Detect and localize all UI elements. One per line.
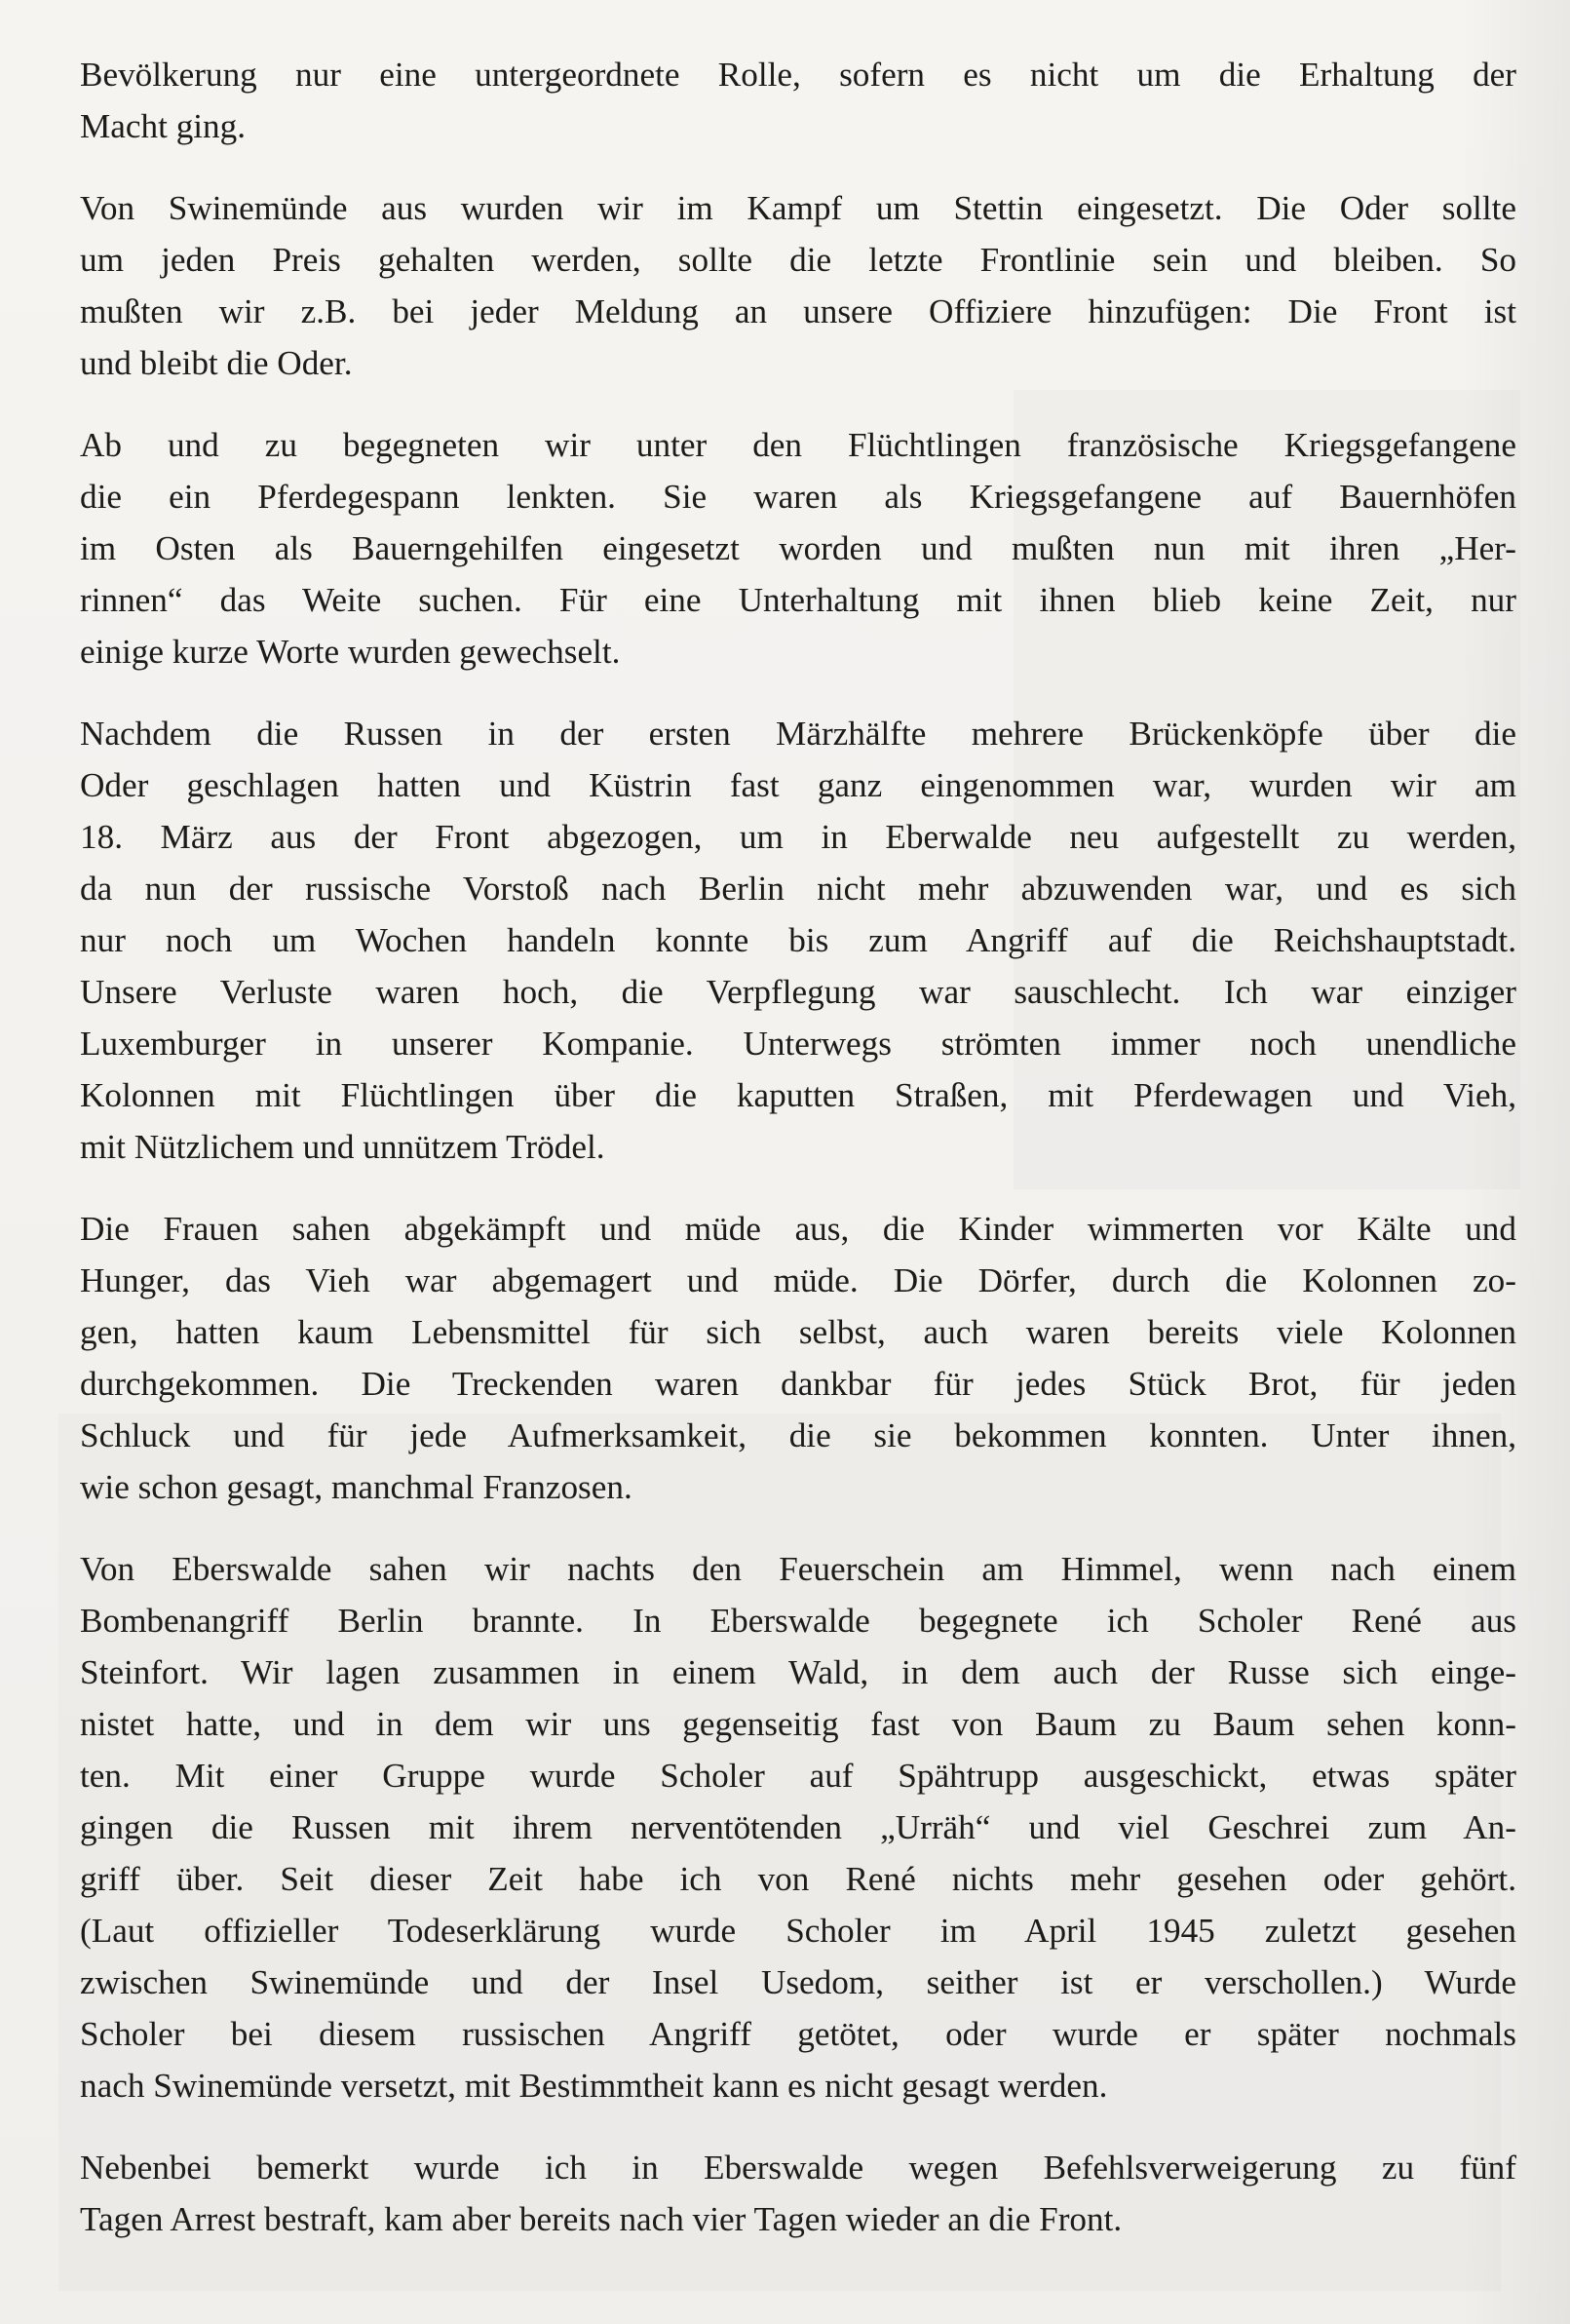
body-text <box>80 49 1516 2275</box>
text-line: 18. März aus der Front abgezogen, um in Eberwalde neu aufgestellt zu werden, <box>80 818 1516 856</box>
text-line: da nun der russische Vorstoß nach Berlin nicht mehr abzuwenden war, und es sich <box>80 870 1516 908</box>
text-line: die ein Pferdegespann lenkten. Sie waren als Kriegsgefangene auf Bauernhöfen <box>80 478 1516 516</box>
text-line: Kolonnen mit Flüchtlingen über die kaputten Straßen, mit Pferdewagen und Vieh, <box>80 1076 1516 1114</box>
paragraph <box>80 708 1516 1173</box>
text-line: ten. Mit einer Gruppe wurde Scholer auf Spähtrupp ausgeschickt, etwas später <box>80 1757 1516 1795</box>
text-line: rinnen“ das Weite suchen. Für eine Unterhaltung mit ihnen blieb keine Zeit, nur <box>80 581 1516 619</box>
text-line: nach Swinemünde versetzt, mit Bestimmtheit kann es nicht gesagt werden. <box>80 2067 1108 2105</box>
text-line: gingen die Russen mit ihrem nerventötenden „Urräh“ und viel Geschrei zum An- <box>80 1808 1516 1846</box>
text-line: zwischen Swinemünde und der Insel Usedom, seither ist er verschollen.) Wurde <box>80 1963 1516 2001</box>
text-line: wie schon gesagt, manchmal Franzosen. <box>80 1468 632 1506</box>
text-line: Macht ging. <box>80 107 247 145</box>
text-line: Nebenbei bemerkt wurde ich in Eberswalde wegen Befehlsverweigerung zu fünf <box>80 2149 1516 2187</box>
text-line: Unsere Verluste waren hoch, die Verpflegung war sauschlecht. Ich war einziger <box>80 973 1516 1011</box>
text-line: (Laut offizieller Todeserklärung wurde Scholer im April 1945 zuletzt gesehen <box>80 1912 1516 1950</box>
paragraph <box>80 182 1516 389</box>
text-line: Die Frauen sahen abgekämpft und müde aus, die Kinder wimmerten vor Kälte und <box>80 1210 1516 1248</box>
text-line: Ab und zu begegneten wir unter den Flüchtlingen französische Kriegsgefangene <box>80 426 1516 464</box>
text-line: Von Swinemünde aus wurden wir im Kampf um Stettin eingesetzt. Die Oder sollte <box>80 189 1516 227</box>
text-line: Luxemburger in unserer Kompanie. Unterwegs strömten immer noch unendliche <box>80 1025 1516 1063</box>
text-line: mußten wir z.B. bei jeder Meldung an unsere Offiziere hinzufügen: Die Front ist <box>80 292 1516 330</box>
text-line: Bombenangriff Berlin brannte. In Eberswalde begegnete ich Scholer René aus <box>80 1602 1516 1640</box>
text-line: Schluck und für jede Aufmerksamkeit, die sie bekommen konnten. Unter ihnen, <box>80 1416 1516 1454</box>
text-line: griff über. Seit dieser Zeit habe ich von René nichts mehr gesehen oder gehört. <box>80 1860 1516 1898</box>
text-line: durchgekommen. Die Treckenden waren dankbar für jedes Stück Brot, für jeden <box>80 1365 1516 1403</box>
text-line: Oder geschlagen hatten und Küstrin fast ganz eingenommen war, wurden wir am <box>80 766 1516 804</box>
paragraph <box>80 2142 1516 2245</box>
text-line: Steinfort. Wir lagen zusammen in einem Wald, in dem auch der Russe sich einge- <box>80 1653 1516 1691</box>
text-line: um jeden Preis gehalten werden, sollte die letzte Frontlinie sein und bleiben. So <box>80 241 1516 279</box>
text-line: Tagen Arrest bestraft, kam aber bereits nach vier Tagen wieder an die Front. <box>80 2200 1123 2238</box>
text-line: Scholer bei diesem russischen Angriff getötet, oder wurde er später nochmals <box>80 2015 1516 2053</box>
text-line: einige kurze Worte wurden gewechselt. <box>80 633 621 671</box>
text-line: Nachdem die Russen in der ersten Märzhälfte mehrere Brückenköpfe über die <box>80 715 1516 753</box>
text-line: Hunger, das Vieh war abgemagert und müde. Die Dörfer, durch die Kolonnen zo- <box>80 1261 1516 1299</box>
text-line: und bleibt die Oder. <box>80 344 353 382</box>
text-line: im Osten als Bauerngehilfen eingesetzt worden und mußten nun mit ihren „Her- <box>80 529 1516 567</box>
paragraph <box>80 419 1516 678</box>
text-line: Bevölkerung nur eine untergeordnete Rolle, sofern es nicht um die Erhaltung der <box>80 56 1516 94</box>
text-line: gen, hatten kaum Lebensmittel für sich selbst, auch waren bereits viele Kolonnen <box>80 1313 1516 1351</box>
text-line: Von Eberswalde sahen wir nachts den Feuerschein am Himmel, wenn nach einem <box>80 1550 1516 1588</box>
text-line: nistet hatte, und in dem wir uns gegenseitig fast von Baum zu Baum sehen konn- <box>80 1705 1516 1743</box>
text-line: nur noch um Wochen handeln konnte bis zum Angriff auf die Reichshauptstadt. <box>80 921 1516 959</box>
paragraph <box>80 1203 1516 1513</box>
text-line: mit Nützlichem und unnützem Trödel. <box>80 1128 605 1166</box>
paragraph <box>80 1543 1516 2111</box>
paragraph <box>80 49 1516 152</box>
